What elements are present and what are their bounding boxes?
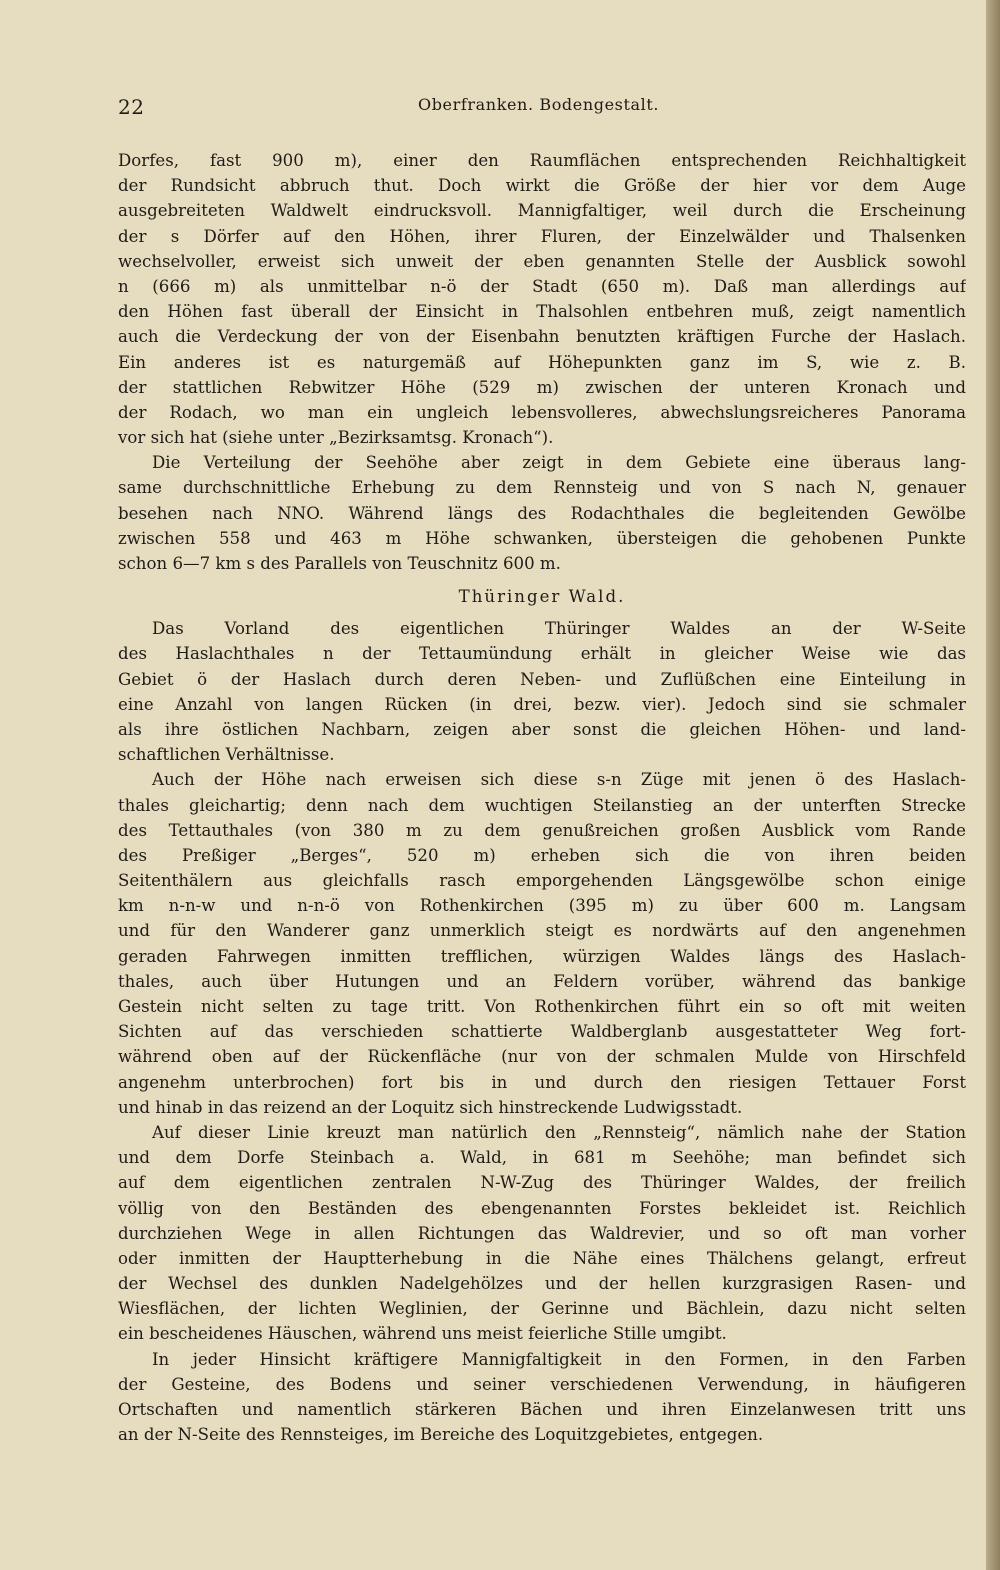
text-line: Wiesflächen, der lichten Weglinien, der Gerinne und Bächlein, dazu nicht selten [118, 1299, 966, 1319]
text-line: oder inmitten der Hauptterhebung in die Nähe eines Thälchens gelangt, erfreut [118, 1248, 966, 1268]
text-line: km n-n-w und n-n-ö von Rothenkirchen (395 m) zu über 600 m. Langsam [118, 896, 966, 916]
text-line: den Höhen fast überall der Einsicht in Thalsohlen entbehren muß, zeigt namentlich [118, 302, 966, 322]
section-heading: Thüringer Wald. [458, 587, 626, 607]
text-line: des Preßiger „Berges“, 520 m) erheben sich die von ihren beiden [118, 845, 966, 865]
paragraph [118, 450, 966, 576]
text-line: angenehm unterbrochen) fort bis in und durch den riesigen Tettauer Forst [118, 1072, 966, 1092]
text-line: des Haslachthales n der Tettaumündung erhält in gleicher Weise wie das [118, 644, 966, 664]
running-head: Oberfranken. Bodengestalt. [418, 95, 660, 114]
text-line: der Gesteine, des Bodens und seiner verschiedenen Verwendung, in häufigeren [118, 1374, 966, 1394]
text-line: schon 6—7 km s des Parallels von Teuschnitz 600 m. [118, 554, 561, 573]
text-line: ein bescheidenes Häuschen, während uns meist feierliche Stille umgibt. [118, 1324, 727, 1344]
text-line: zwischen 558 und 463 m Höhe schwanken, übersteigen die gehobenen Punkte [118, 528, 966, 548]
text-line: schaftlichen Verhältnisse. [118, 745, 335, 765]
body-text [118, 148, 966, 1447]
text-line: Seitenthälern aus gleichfalls rasch emporgehenden Längsgewölbe schon einige [118, 871, 966, 891]
text-line: geraden Fahrwegen inmitten trefflichen, würzigen Waldes längs des Haslach- [118, 946, 966, 966]
text-line: besehen nach NNO. Während längs des Rodachthales die begleitenden Gewölbe [118, 503, 966, 523]
text-line: der stattlichen Rebwitzer Höhe (529 m) zwischen der unteren Kronach und [118, 377, 966, 397]
text-line: In jeder Hinsicht kräftigere Mannigfaltigkeit in den Formen, in den Farben [152, 1349, 966, 1369]
text-line: Dorfes, fast 900 m), einer den Raumflächen entsprechenden Reichhaltigkeit [118, 151, 966, 170]
paragraph [118, 1347, 966, 1448]
text-line: auf dem eigentlichen zentralen N-W-Zug des Thüringer Waldes, der freilich [118, 1173, 966, 1193]
text-line: same durchschnittliche Erhebung zu dem Rennsteig und von S nach N, genauer [118, 478, 966, 498]
page-number: 22 [118, 95, 145, 119]
text-line: auch die Verdeckung der von der Eisenbahn benutzten kräftigen Furche der Haslach. [118, 327, 966, 347]
text-line: n (666 m) als unmittelbar n-ö der Stadt (650 m). Daß man allerdings auf [118, 276, 966, 296]
text-line: des Tettauthales (von 380 m zu dem genußreichen großen Ausblick vom Rande [118, 820, 966, 840]
text-line: Gestein nicht selten zu tage tritt. Von Rothenkirchen führt ein so oft mit weiten [118, 997, 966, 1016]
text-line: der Rodach, wo man ein ungleich lebensvolleres, abwechslungsreicheres Panorama [118, 402, 966, 422]
text-line: der s Dörfer auf den Höhen, ihrer Fluren, der Einzelwälder und Thalsenken [118, 226, 966, 246]
page-header [118, 93, 966, 123]
text-line: an der N-Seite des Rennsteiges, im Bereiche des Loquitzgebietes, entgegen. [118, 1425, 764, 1445]
text-line: und dem Dorfe Steinbach a. Wald, in 681 m Seehöhe; man befindet sich [118, 1148, 966, 1168]
text-line: Auch der Höhe nach erweisen sich diese s-n Züge mit jenen ö des Haslach- [152, 770, 966, 790]
paragraph [118, 1120, 966, 1347]
text-line: ausgebreiteten Waldwelt eindrucksvoll. Mannigfaltiger, weil durch die Erscheinung [118, 201, 966, 221]
text-line: völlig von den Beständen des ebengenannten Forstes bekleidet ist. Reichlich [118, 1198, 966, 1218]
paragraph [118, 767, 966, 1120]
text-line: vor sich hat (siehe unter „Bezirksamtsg. Kronach“). [118, 428, 554, 448]
text-line: Das Vorland des eigentlichen Thüringer Waldes an der W-Seite [152, 619, 966, 639]
paragraph [118, 616, 966, 767]
text-line: durchziehen Wege in allen Richtungen das Waldrevier, und so oft man vorher [118, 1223, 966, 1243]
text-line: und für den Wanderer ganz unmerklich steigt es nordwärts auf den angenehmen [118, 921, 966, 941]
text-line: der Wechsel des dunklen Nadelgehölzes und der hellen kurzgrasigen Rasen- und [118, 1274, 966, 1294]
text-line: während oben auf der Rückenfläche (nur von der schmalen Mulde von Hirschfeld [118, 1047, 966, 1067]
page-edge [986, 0, 1000, 1570]
paragraph [118, 148, 966, 450]
text-line: Ein anderes ist es naturgemäß auf Höhepunkten ganz im S, wie z. B. [118, 352, 966, 372]
text-line: wechselvoller, erweist sich unweit der eben genannten Stelle der Ausblick sowohl [118, 251, 966, 271]
text-line: als ihre östlichen Nachbarn, zeigen aber sonst die gleichen Höhen- und land- [118, 719, 966, 739]
text-line: Die Verteilung der Seehöhe aber zeigt in dem Gebiete eine überaus lang- [152, 453, 966, 473]
text-line: thales, auch über Hutungen und an Feldern vorüber, während das bankige [118, 971, 966, 991]
text-line: Gebiet ö der Haslach durch deren Neben- und Zuflüßchen eine Einteilung in [118, 669, 966, 689]
text-line: thales gleichartig; denn nach dem wuchtigen Steilanstieg an der unterften Strecke [118, 795, 966, 815]
text-line: Ortschaften und namentlich stärkeren Bächen und ihren Einzelanwesen tritt uns [118, 1400, 966, 1419]
text-line: und hinab in das reizend an der Loquitz sich hinstreckende Ludwigsstadt. [118, 1097, 743, 1117]
text-line: eine Anzahl von langen Rücken (in drei, bezw. vier). Jedoch sind sie schmaler [118, 694, 966, 714]
text-line: der Rundsicht abbruch thut. Doch wirkt die Größe der hier vor dem Auge [118, 176, 966, 196]
text-line: Auf dieser Linie kreuzt man natürlich den „Rennsteig“, nämlich nahe der Station [152, 1122, 966, 1142]
text-line: Sichten auf das verschieden schattierte Waldberglanb ausgestatteter Weg fort- [118, 1022, 966, 1042]
